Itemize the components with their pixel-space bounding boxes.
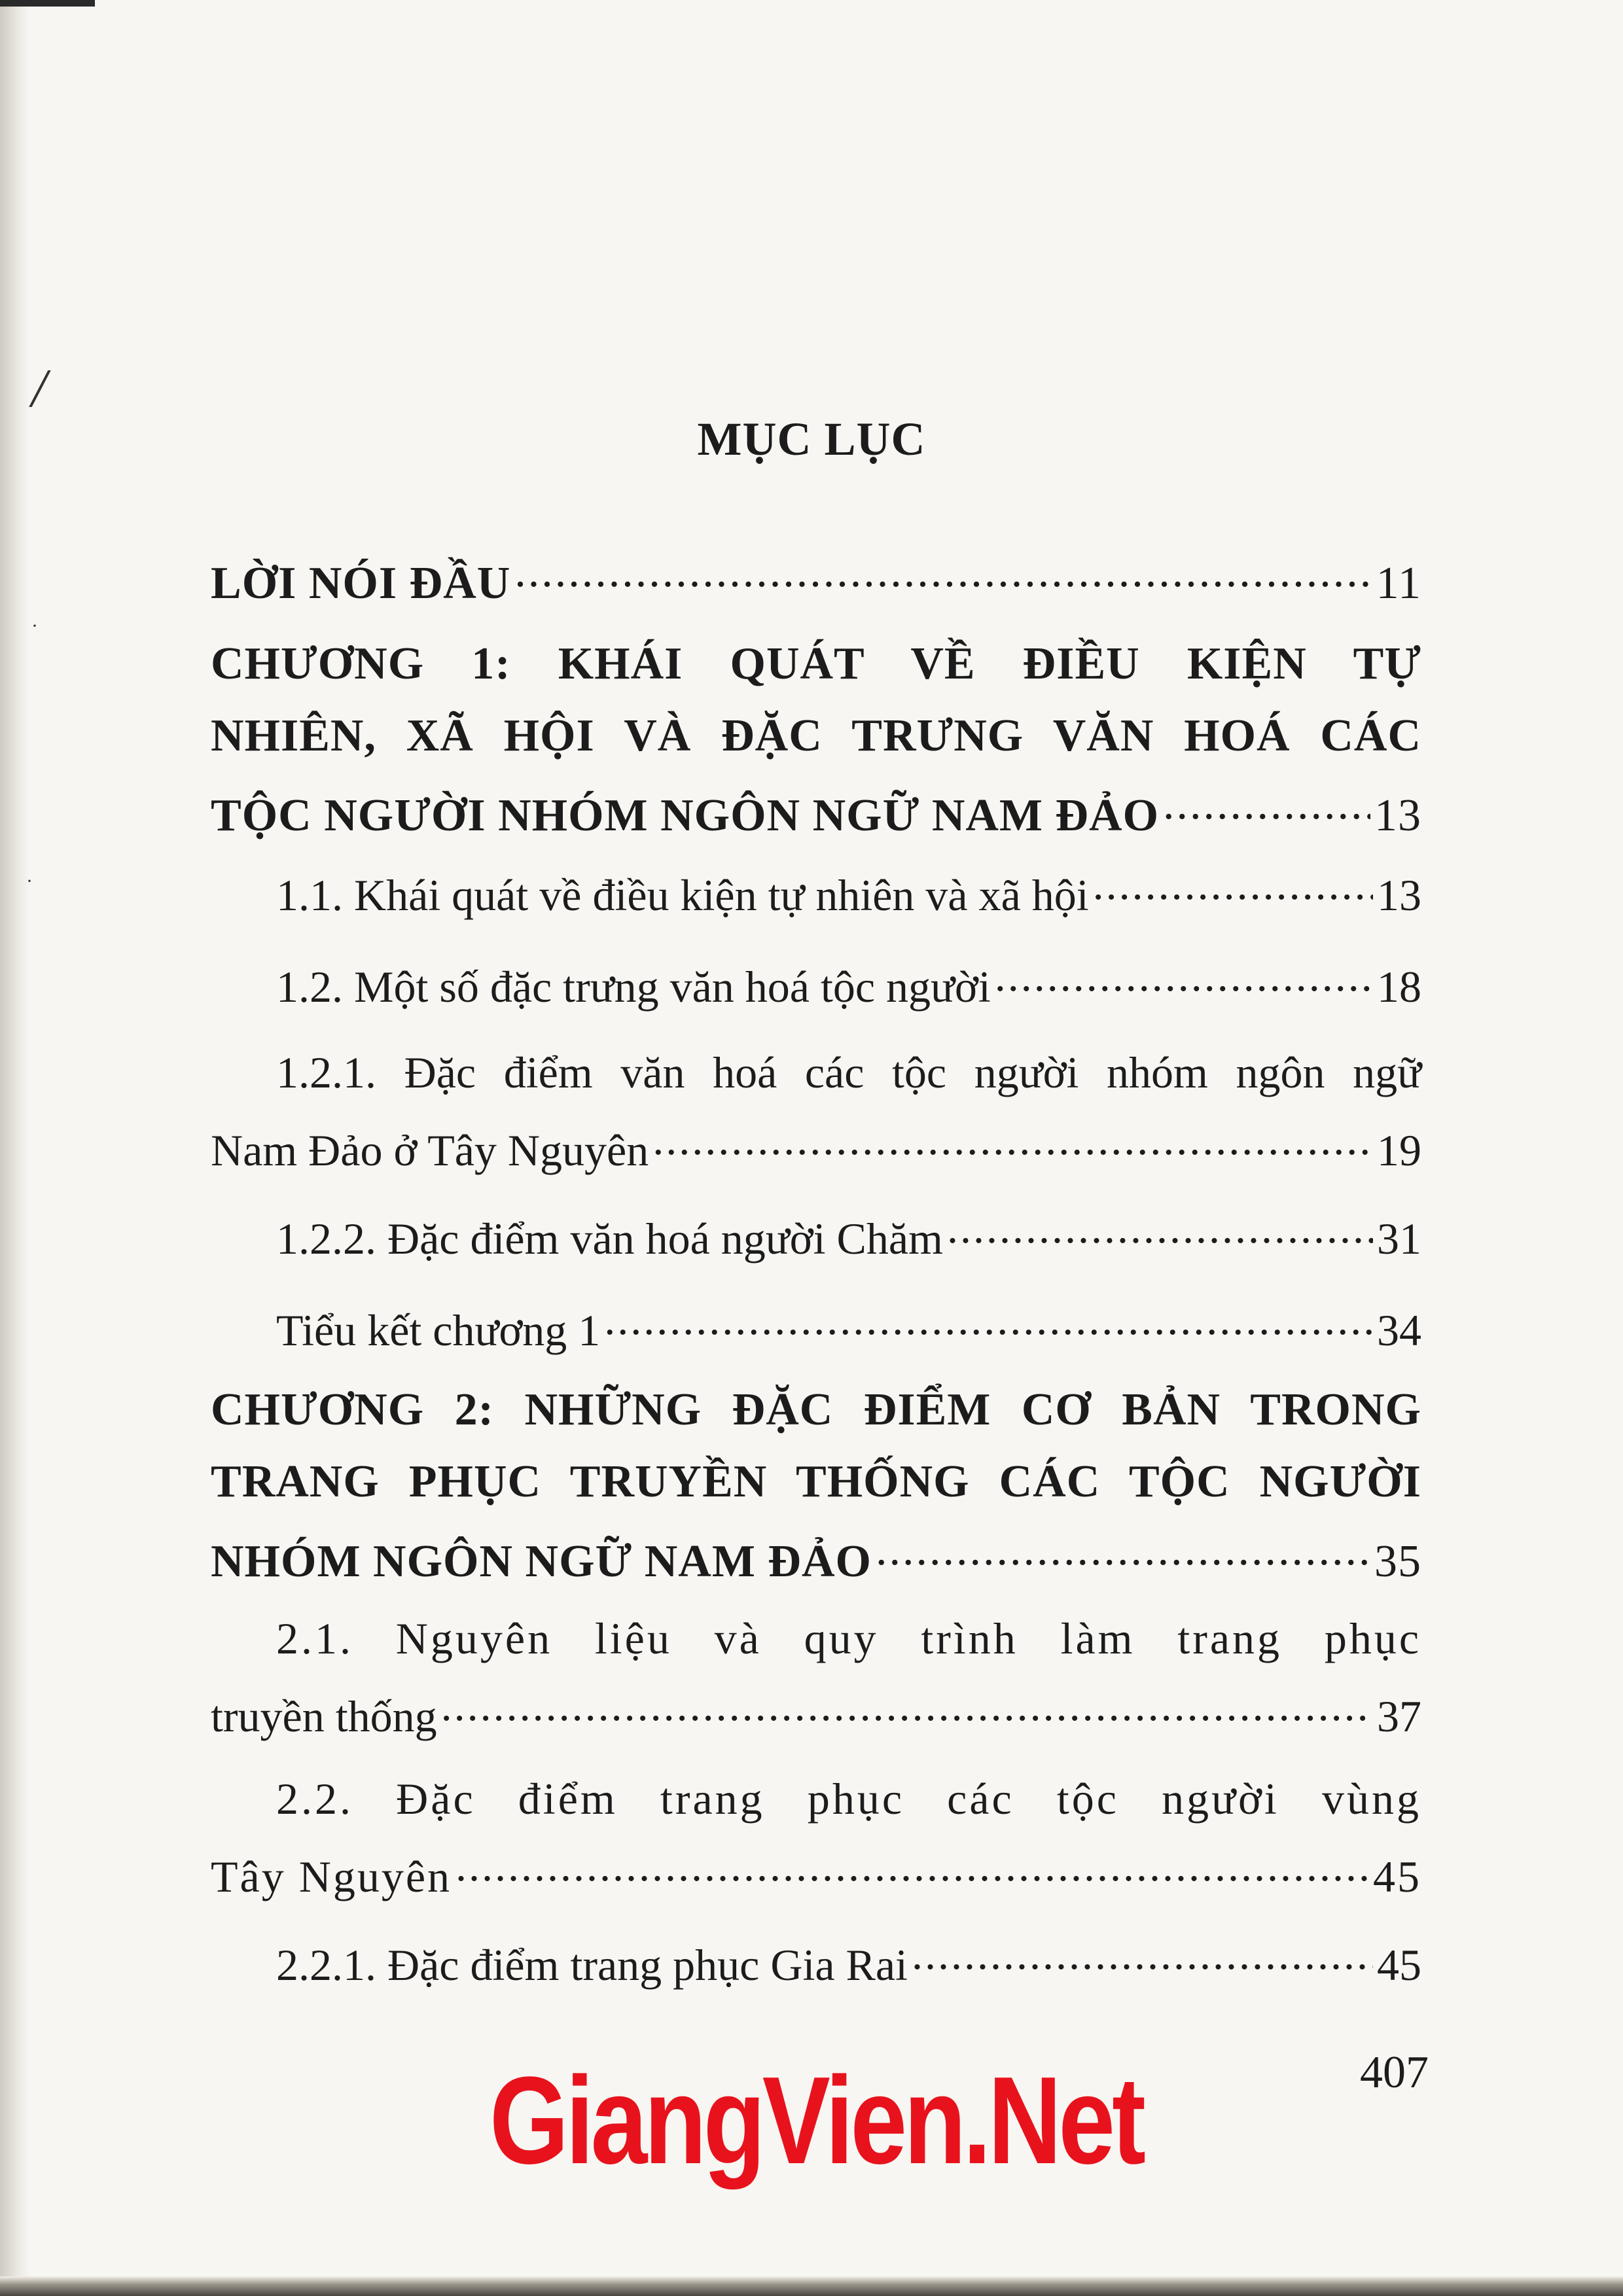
toc-entry-1-2[interactable] bbox=[211, 955, 1421, 1013]
scan-edge-bottom bbox=[0, 2276, 1623, 2296]
toc-entry-chapter-2[interactable] bbox=[211, 1528, 1421, 1588]
toc-page-number: 34 bbox=[1377, 1305, 1421, 1356]
toc-entry-1-2-1-line-1[interactable] bbox=[211, 1047, 1421, 1099]
toc-entry-chapter-1-line-1[interactable] bbox=[211, 638, 1421, 690]
toc-entry-chapter-2-line-1[interactable] bbox=[211, 1384, 1421, 1436]
toc-entry-2-2-line-1[interactable] bbox=[211, 1773, 1421, 1825]
toc-leader-dots bbox=[876, 1528, 1370, 1576]
toc-entry-title-line: CHƯƠNG 1: KHÁI QUÁT VỀ ĐIỀU KIỆN TỰ bbox=[211, 639, 1421, 689]
toc-leader-dots bbox=[441, 1685, 1373, 1731]
toc-entry-chapter-1-line-2[interactable] bbox=[211, 710, 1421, 762]
toc-entry-title: TỘC NGƯỜI NHÓM NGÔN NGỮ NAM ĐẢO bbox=[211, 790, 1160, 841]
toc-entry-title: truyền thống bbox=[211, 1691, 437, 1742]
watermark-logo: GiangVien.Net bbox=[490, 2051, 1143, 2190]
toc-entry-title-line: 1.2.1. Đặc điểm văn hoá các tộc người nhóm ngôn ngữ bbox=[276, 1048, 1421, 1097]
toc-entry-title: 1.1. Khái quát về điều kiện tự nhiên và xã hội bbox=[276, 870, 1089, 921]
scan-edge-top bbox=[0, 0, 95, 7]
toc-entry-1-2-1[interactable] bbox=[211, 1119, 1421, 1176]
toc-page-number: 37 bbox=[1377, 1691, 1421, 1742]
toc-entry-2-2[interactable] bbox=[211, 1845, 1421, 1903]
toc-entry-chapter-1[interactable] bbox=[211, 782, 1421, 842]
toc-entry-title-line: CHƯƠNG 2: NHỮNG ĐẶC ĐIỂM CƠ BẢN TRONG bbox=[211, 1385, 1421, 1435]
toc-page-number: 35 bbox=[1374, 1536, 1421, 1587]
toc-leader-dots bbox=[995, 955, 1373, 1002]
toc-leader-dots bbox=[652, 1119, 1373, 1165]
toc-entry-preface[interactable] bbox=[211, 550, 1421, 610]
toc-entry-title-line: TRANG PHỤC TRUYỀN THỐNG CÁC TỘC NGƯỜI bbox=[211, 1457, 1421, 1507]
toc-entry-1-1[interactable] bbox=[211, 864, 1421, 921]
toc-entry-title: 1.2. Một số đặc trưng văn hoá tộc người bbox=[276, 962, 991, 1012]
toc-leader-dots bbox=[1093, 864, 1373, 910]
toc-page-number: 13 bbox=[1374, 790, 1421, 841]
toc-entry-title: 2.2.1. Đặc điểm trang phục Gia Rai bbox=[276, 1940, 908, 1990]
toc-entry-title-line: NHIÊN, XÃ HỘI VÀ ĐẶC TRƯNG VĂN HOÁ CÁC bbox=[211, 711, 1421, 761]
toc-entry-chapter-1-summary[interactable] bbox=[211, 1299, 1421, 1356]
toc-leader-dots bbox=[947, 1207, 1373, 1254]
toc-entry-title-line: 2.2. Đặc điểm trang phục các tộc người vùng bbox=[276, 1774, 1421, 1824]
scan-mark: · bbox=[31, 615, 38, 637]
page-title: MỤC LỤC bbox=[697, 413, 926, 465]
toc-entry-chapter-2-line-2[interactable] bbox=[211, 1456, 1421, 1508]
page-edge-shadow bbox=[0, 0, 30, 2296]
toc-page-number: 19 bbox=[1377, 1125, 1421, 1176]
toc-entry-1-2-2[interactable] bbox=[211, 1207, 1421, 1265]
toc-page-number: 45 bbox=[1377, 1940, 1421, 1990]
toc-entry-title-line: 2.1. Nguyên liệu và quy trình làm trang phục bbox=[276, 1614, 1421, 1663]
toc-page-number: 13 bbox=[1377, 870, 1421, 921]
toc-leader-dots bbox=[455, 1845, 1369, 1892]
toc-entry-title: Nam Đảo ở Tây Nguyên bbox=[211, 1125, 649, 1176]
scan-mark: / bbox=[31, 358, 47, 419]
toc-entry-title: Tây Nguyên bbox=[211, 1852, 452, 1902]
toc-page-number: 31 bbox=[1377, 1214, 1421, 1264]
toc-page-number: 45 bbox=[1373, 1852, 1421, 1902]
scan-mark: · bbox=[26, 870, 33, 892]
toc-leader-dots bbox=[1163, 782, 1370, 830]
toc-entry-title: NHÓM NGÔN NGỮ NAM ĐẢO bbox=[211, 1536, 872, 1587]
toc-entry-title: 1.2.2. Đặc điểm văn hoá người Chăm bbox=[276, 1214, 943, 1264]
page-number: 407 bbox=[1360, 2047, 1429, 2098]
toc-leader-dots bbox=[514, 550, 1372, 598]
toc-leader-dots bbox=[604, 1299, 1373, 1345]
toc-entry-2-1[interactable] bbox=[211, 1685, 1421, 1742]
toc-entry-title: LỜI NÓI ĐẦU bbox=[211, 557, 511, 609]
toc-entry-2-1-line-1[interactable] bbox=[211, 1613, 1421, 1665]
toc-entry-title: Tiểu kết chương 1 bbox=[276, 1305, 601, 1356]
toc-page-number: 11 bbox=[1376, 557, 1421, 609]
toc-entry-2-2-1[interactable] bbox=[211, 1934, 1421, 1991]
toc-leader-dots bbox=[912, 1934, 1373, 1980]
toc-page-number: 18 bbox=[1377, 962, 1421, 1012]
